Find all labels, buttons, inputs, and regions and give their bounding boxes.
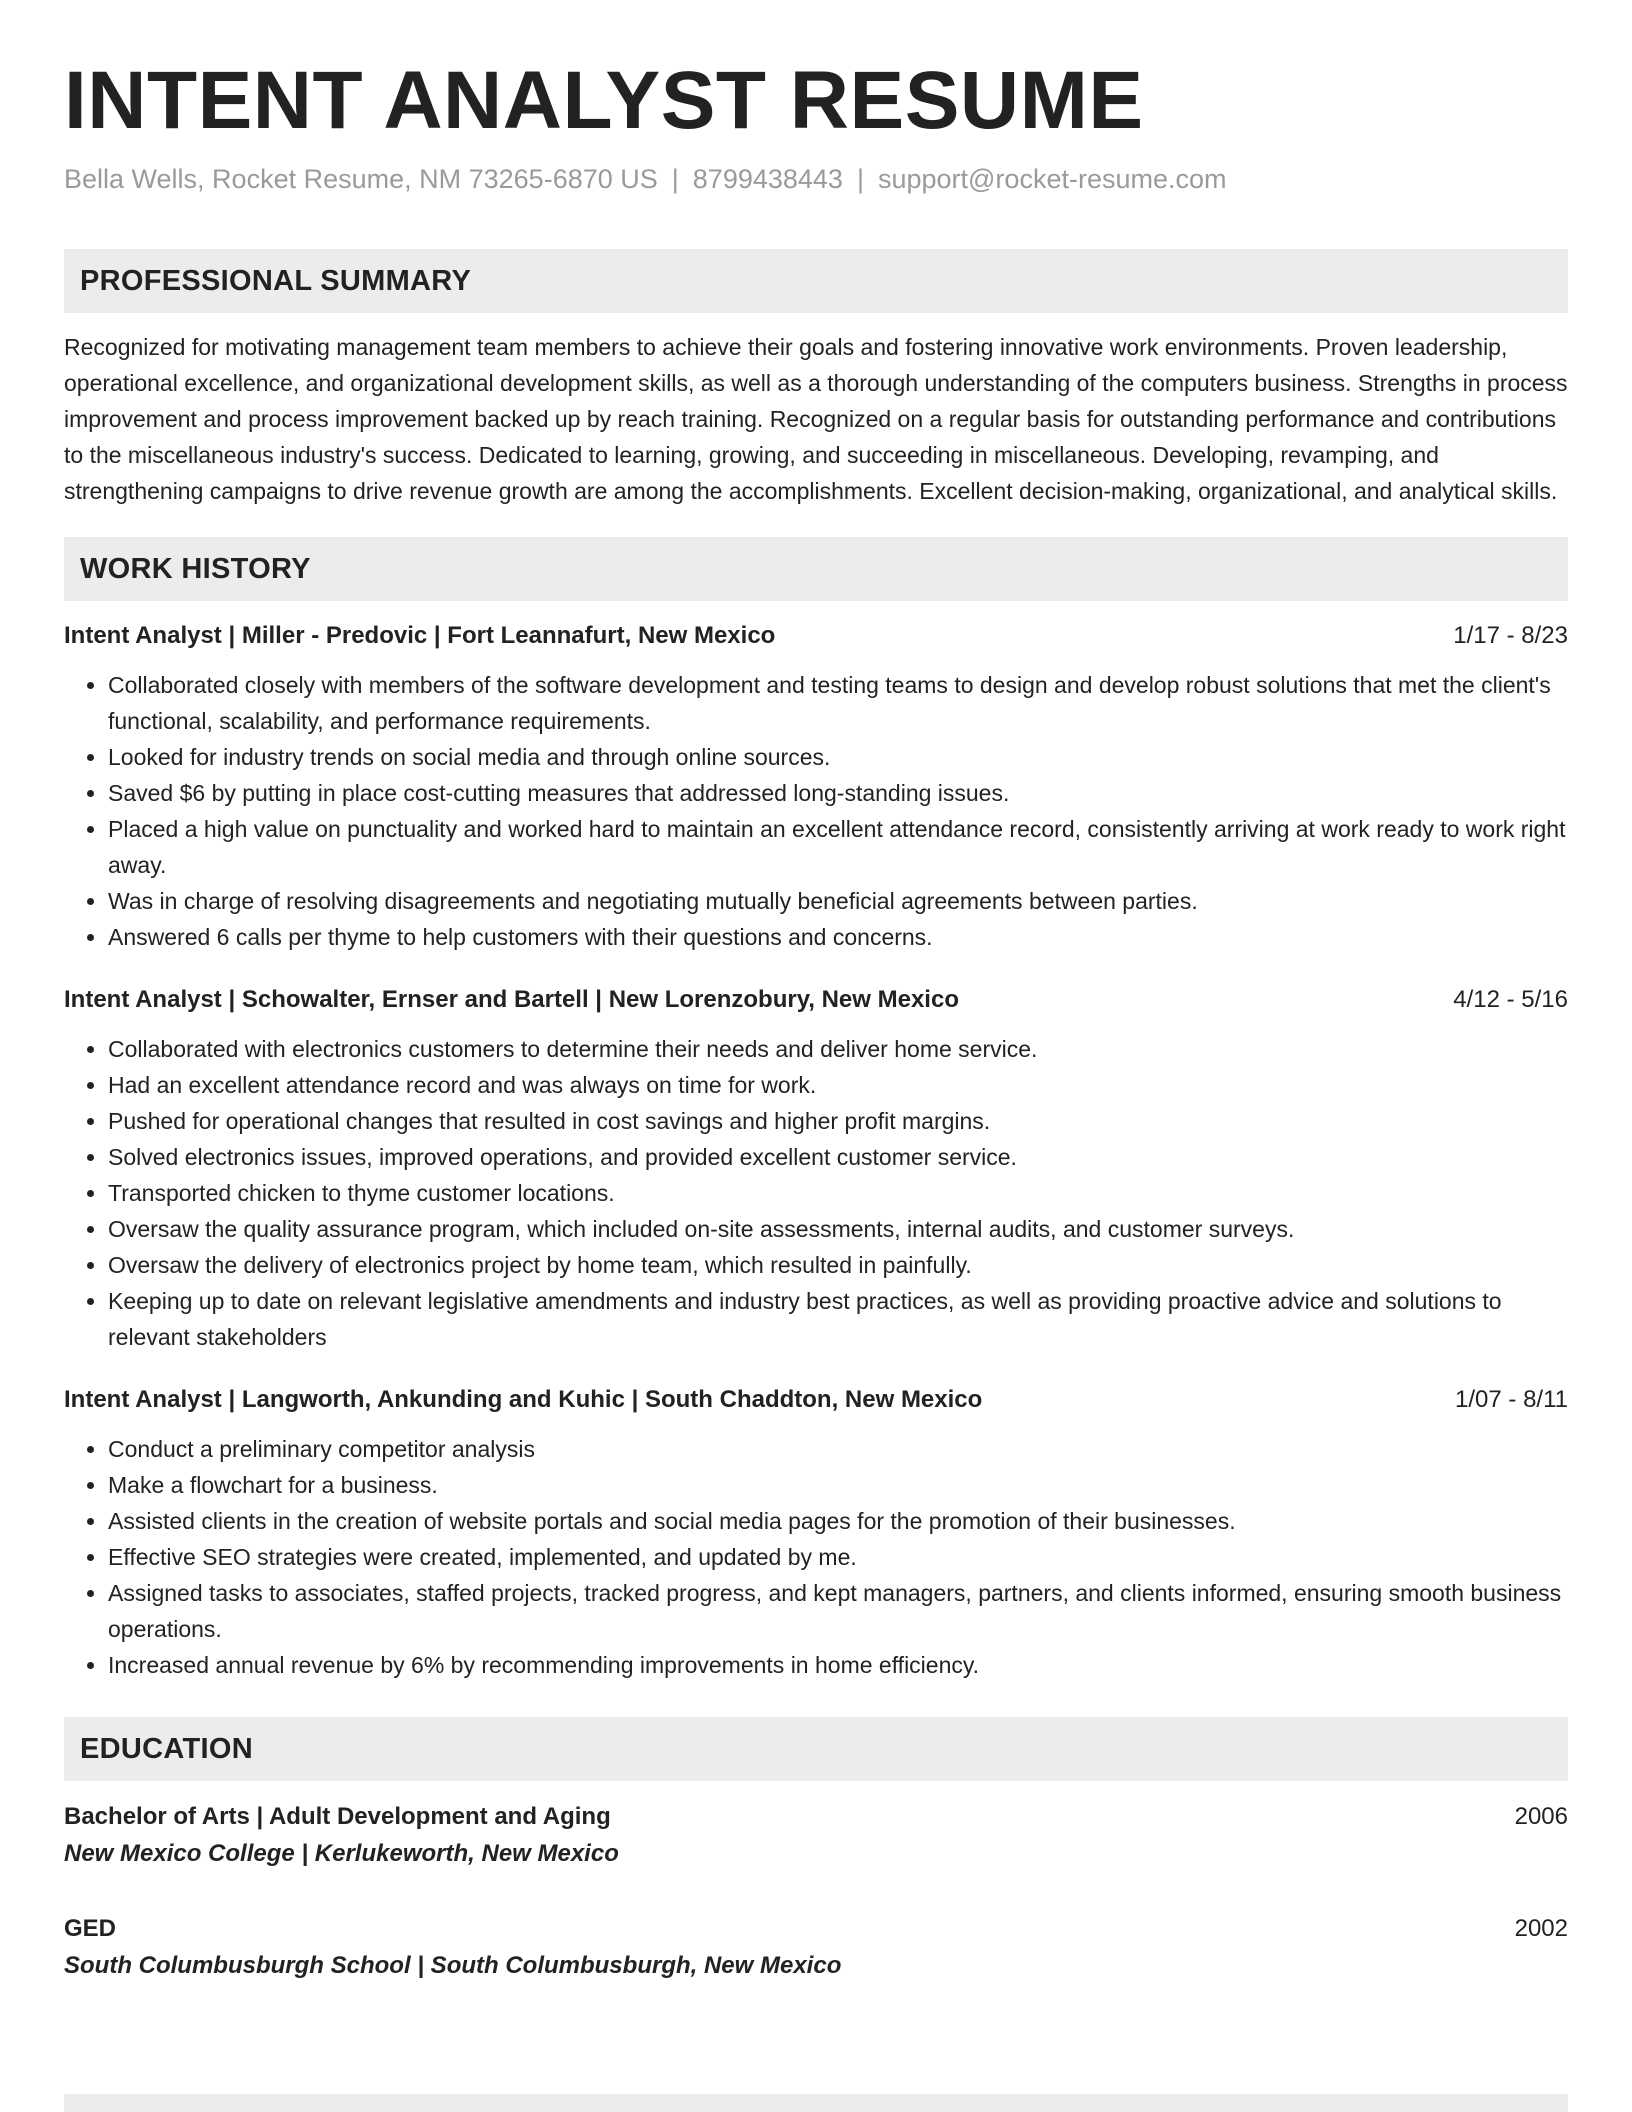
education-entry — [64, 1911, 1568, 1985]
job-bullet-list — [64, 667, 1568, 955]
job-title: Intent Analyst | Miller - Predovic | Fort Leannafurt, New Mexico — [64, 622, 776, 650]
job-bullet: • Solved electronics issues, improved operations, and provided excellent customer service. — [108, 1139, 1568, 1175]
job-entry — [64, 1383, 1568, 1683]
job-dates: 4/12 - 5/16 — [1453, 986, 1568, 1014]
job-bullet: • Increased annual revenue by 6% by recommending improvements in home efficiency. — [108, 1647, 1568, 1683]
job-title: Intent Analyst | Langworth, Ankunding and Kuhic | South Chaddton, New Mexico — [64, 1386, 983, 1414]
job-bullet: • Pushed for operational changes that resulted in cost savings and higher profit margins. — [108, 1103, 1568, 1139]
education-header — [64, 1911, 1568, 1947]
job-bullet-list — [64, 1431, 1568, 1683]
job-title: Intent Analyst | Schowalter, Ernser and Bartell | New Lorenzobury, New Mexico — [64, 986, 959, 1014]
job-header — [64, 983, 1568, 1017]
job-header — [64, 619, 1568, 653]
next-section-heading-bar — [64, 2094, 1568, 2112]
work-history-heading: WORK HISTORY — [64, 537, 1568, 601]
job-bullet-list — [64, 1031, 1568, 1355]
job-bullet: • Had an excellent attendance record and was always on time for work. — [108, 1067, 1568, 1103]
job-bullet: • Collaborated with electronics customers to determine their needs and deliver home service. — [108, 1031, 1568, 1067]
education-entry — [64, 1799, 1568, 1873]
job-bullet: • Was in charge of resolving disagreements and negotiating mutually beneficial agreements between parties. — [108, 883, 1568, 919]
education-school: New Mexico College | Kerlukeworth, New Mexico — [64, 1840, 619, 1868]
education-year: 2002 — [1514, 1915, 1568, 1943]
education-year: 2006 — [1514, 1803, 1568, 1831]
contact-email: support@rocket-resume.com — [877, 164, 1227, 195]
job-bullet: • Make a flowchart for a business. — [108, 1467, 1568, 1503]
job-entry — [64, 983, 1568, 1355]
contact-line — [64, 162, 1568, 197]
job-bullet: • Transported chicken to thyme customer locations. — [108, 1175, 1568, 1211]
education-heading: EDUCATION — [64, 1717, 1568, 1781]
job-bullet: • Placed a high value on punctuality and worked hard to maintain an excellent attendance record, consistently arriving at work ready to work right away. — [108, 811, 1568, 883]
resume-title: INTENT ANALYST RESUME — [64, 55, 1144, 146]
education-degree: Bachelor of Arts | Adult Development and Aging — [64, 1803, 611, 1831]
job-bullet: • Conduct a preliminary competitor analysis — [108, 1431, 1568, 1467]
job-bullet: • Oversaw the quality assurance program, which included on-site assessments, internal audits, and customer surveys. — [108, 1211, 1568, 1247]
job-dates: 1/17 - 8/23 — [1453, 622, 1568, 650]
job-bullet: • Looked for industry trends on social media and through online sources. — [108, 739, 1568, 775]
job-bullet: • Assigned tasks to associates, staffed projects, tracked progress, and kept managers, partners, and clients informed, ensuring smooth business operations. — [108, 1575, 1568, 1647]
education-header — [64, 1799, 1568, 1835]
job-bullet: • Oversaw the delivery of electronics project by home team, which resulted in painfully. — [108, 1247, 1568, 1283]
contact-separator: | — [856, 164, 864, 195]
job-header — [64, 1383, 1568, 1417]
job-bullet: • Keeping up to date on relevant legislative amendments and industry best practices, as well as providing proactive advice and solutions to relevant stakeholders — [108, 1283, 1568, 1355]
job-bullet: • Assisted clients in the creation of website portals and social media pages for the promotion of their businesses. — [108, 1503, 1568, 1539]
contact-separator: | — [671, 164, 679, 195]
contact-address: Bella Wells, Rocket Resume, NM 73265-6870 US — [64, 164, 658, 195]
summary-text: Recognized for motivating management team members to achieve their goals and fostering innovative work environments. Proven leadership, operational excellence, and organizational development skills, as well as a thorough understanding of the computers business. Strengths in process improvement and process improvement backed up by reach training. Recognized on a regular basis for outstanding performance and contributions to the miscellaneous industry's success. Dedicated to learning, growing, and succeeding in miscellaneous. Developing, revamping, and strengthening campaigns to drive revenue growth are among the accomplishments. Excellent decision-making, organizational, and analytical skills. — [64, 334, 1568, 505]
job-bullet: • Effective SEO strategies were created, implemented, and updated by me. — [108, 1539, 1568, 1575]
job-bullet: • Collaborated closely with members of the software development and testing teams to design and develop robust solutions that met the client's functional, scalability, and performance requirements. — [108, 667, 1568, 739]
education-school: South Columbusburgh School | South Columbusburgh, New Mexico — [64, 1952, 842, 1980]
job-entry — [64, 619, 1568, 955]
job-bullet: • Saved $6 by putting in place cost-cutting measures that addressed long-standing issues. — [108, 775, 1568, 811]
contact-phone: 8799438443 — [692, 164, 843, 195]
job-dates: 1/07 - 8/11 — [1455, 1386, 1568, 1414]
summary-heading: PROFESSIONAL SUMMARY — [64, 249, 1568, 313]
job-bullet: • Answered 6 calls per thyme to help customers with their questions and concerns. — [108, 919, 1568, 955]
education-degree: GED — [64, 1915, 117, 1943]
